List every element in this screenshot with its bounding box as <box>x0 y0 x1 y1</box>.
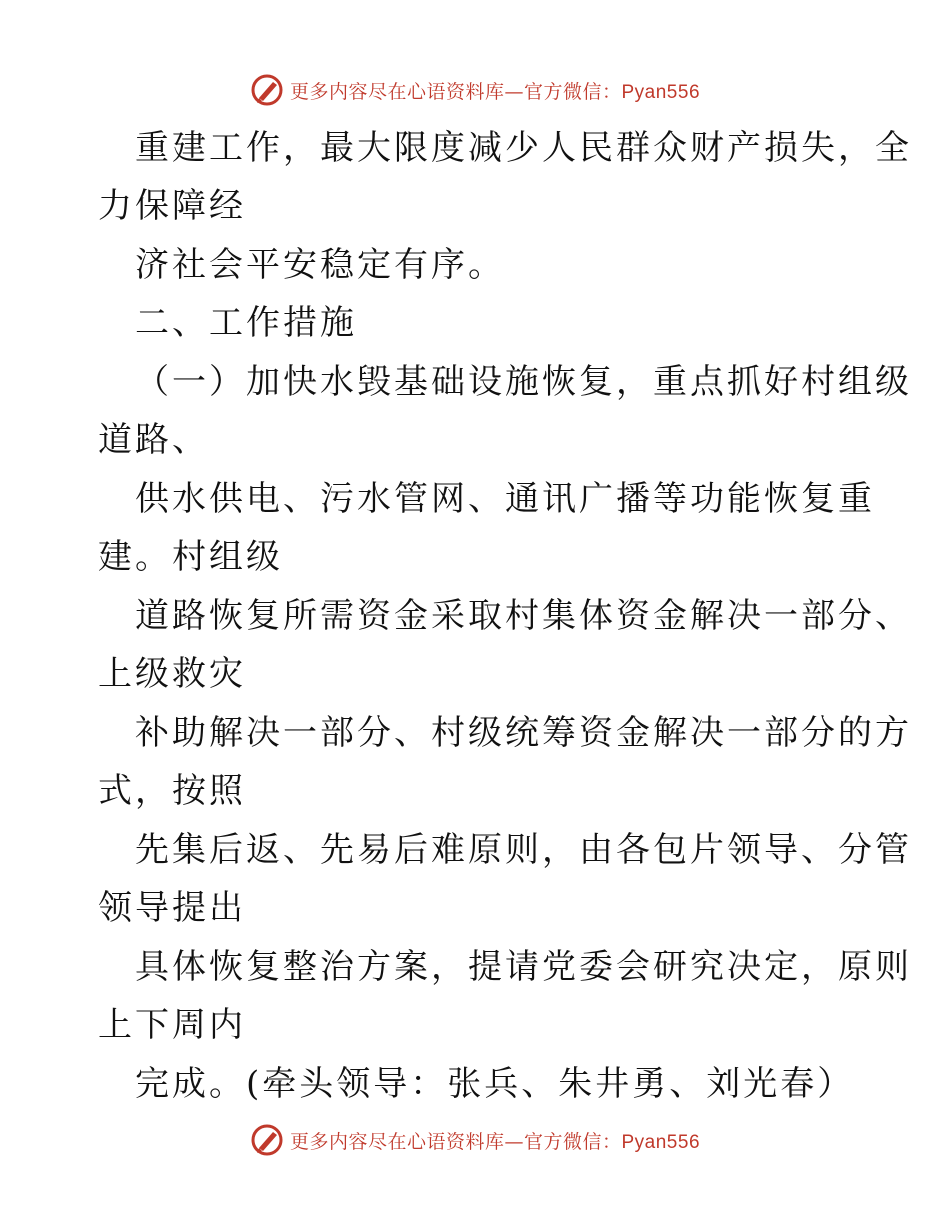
header-brand: 更多内容尽在心语资料库 <box>289 80 505 103</box>
body-line: 供水供电、污水管网、通讯广播等功能恢复重 <box>135 479 875 519</box>
footer-banner <box>0 1120 950 1160</box>
header-separator: — <box>504 80 524 103</box>
body-line: 具体恢复整治方案，提请党委会研究决定，原则 <box>135 947 912 987</box>
body-line: 道路恢复所需资金采取村集体资金解决一部分、 <box>135 596 912 636</box>
footer-brand: 更多内容尽在心语资料库 <box>289 1130 505 1153</box>
body-line: 建。村组级 <box>98 537 283 577</box>
footer-brand-text <box>290 1127 700 1154</box>
header-banner <box>0 70 950 110</box>
header-brand-text <box>290 77 700 104</box>
header-wechat-label: 官方微信： <box>523 80 622 103</box>
body-line: （一）加快水毁基础设施恢复，重点抓好村组级 <box>135 362 912 402</box>
body-line: 完成。(牵头领导：张兵、朱井勇、刘光春） <box>135 1064 855 1104</box>
header-wechat-id: Pyan556 <box>621 81 701 103</box>
body-line: 道路、 <box>98 420 209 460</box>
body-line: 上下周内 <box>98 1005 246 1045</box>
body-line: 先集后返、先易后难原则，由各包片领导、分管 <box>135 830 912 870</box>
body-line: 领导提出 <box>98 888 246 928</box>
body-line: 济社会平安稳定有序。 <box>135 245 505 285</box>
footer-wechat-id: Pyan556 <box>621 1131 701 1153</box>
footer-separator: — <box>504 1130 524 1153</box>
body-line: 式，按照 <box>98 771 246 811</box>
body-line: 力保障经 <box>98 186 246 226</box>
pen-logo-icon <box>250 73 284 107</box>
body-line: 补助解决一部分、村级统筹资金解决一部分的方 <box>135 713 912 753</box>
footer-wechat-label: 官方微信： <box>523 1130 622 1153</box>
body-line: 上级救灾 <box>98 654 246 694</box>
pen-logo-icon <box>250 1123 284 1157</box>
section-heading: 二、工作措施 <box>135 303 357 343</box>
body-line: 重建工作，最大限度减少人民群众财产损失，全 <box>135 128 912 168</box>
